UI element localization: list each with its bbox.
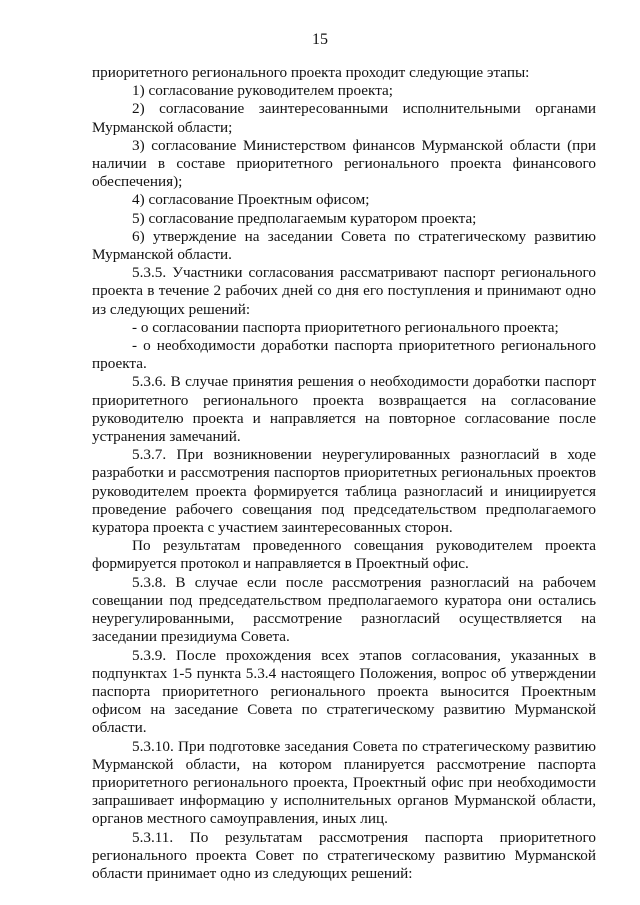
paragraph: 5.3.9. После прохождения всех этапов согласования, указанных в подпунктах 1-5 пункта 5.3.4 настоящего Положения, вопрос об утверждении паспорта приоритетного регионального проекта выносится Проектным офисом на заседание Совета по стратегическому развитию Мурманской области.: [92, 646, 596, 737]
list-item: 4) согласование Проектным офисом;: [132, 191, 370, 209]
list-item: 6) утверждение на заседании Совета по стратегическому развитию Мурманской области.: [92, 227, 596, 264]
paragraph: По результатам проведенного совещания руководителем проекта формируется протокол и направляется в Проектный офис.: [92, 537, 596, 573]
list-item: 3) согласование Министерством финансов Мурманской области (при наличии в составе приоритетного регионального проекта финансового обеспечения);: [92, 136, 596, 191]
list-item: 1) согласование руководителем проекта;: [132, 82, 393, 100]
list-item: 5) согласование предполагаемым куратором проекта;: [132, 209, 477, 227]
document-body: [92, 64, 596, 883]
paragraph: 5.3.7. При возникновении неурегулированных разногласий в ходе разработки и рассмотрения паспортов приоритетных региональных проектов руководителем проекта формируется таблица разногласий и инициируется проведение рабочего совещания под председательством предполагаемого куратора проекта с участием заинтересованных сторон.: [92, 446, 596, 537]
paragraph: 5.3.5. Участники согласования рассматривают паспорт регионального проекта в течение 2 рабочих дней со дня его поступления и принимают одно из следующих решений:: [92, 264, 596, 318]
paragraph: 5.3.11. По результатам рассмотрения паспорта приоритетного регионального проекта Совет по стратегическому развитию Мурманской области принимает одно из следующих решений:: [92, 828, 596, 882]
list-item: 2) согласование заинтересованными исполнительными органами Мурманской области;: [92, 100, 596, 136]
paragraph: 5.3.10. При подготовке заседания Совета по стратегическому развитию Мурманской области, на котором планируется рассмотрение паспорта приоритетного регионального проекта, Проектный офис при необходимости запрашивает информацию у исполнительных органов Мурманской области, органов местного самоуправления, иных лиц.: [92, 737, 596, 828]
paragraph: приоритетного регионального проекта проходит следующие этапы:: [92, 64, 530, 81]
list-item: - о согласовании паспорта приоритетного регионального проекта;: [132, 318, 559, 336]
paragraph: 5.3.6. В случае принятия решения о необходимости доработки паспорт приоритетного регионального проекта возвращается на согласование руководителю проекта и направляется на повторное согласование после устранения замечаний.: [92, 373, 596, 446]
list-item: - о необходимости доработки паспорта приоритетного регионального проекта.: [92, 337, 596, 373]
paragraph: 5.3.8. В случае если после рассмотрения разногласий на рабочем совещании под председательством предполагаемого куратора они остались неурегулированными, рассмотрение разногласий осуществляется на заседании президиума Совета.: [92, 573, 596, 646]
page-number: 15: [312, 31, 328, 48]
